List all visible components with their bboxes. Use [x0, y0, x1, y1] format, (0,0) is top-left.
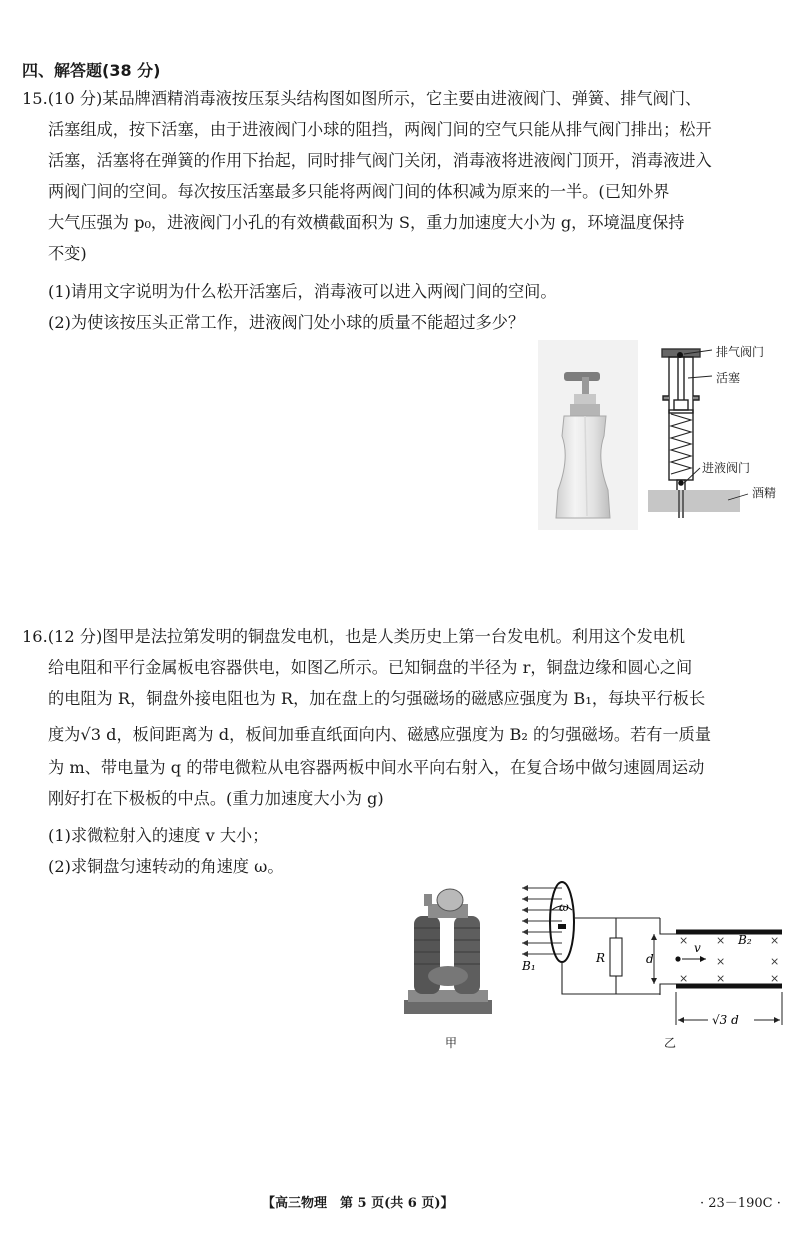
fig-b-caption: 乙 — [664, 1036, 677, 1050]
alcohol-liquid — [648, 490, 740, 512]
b1-label: B₁ — [522, 959, 536, 973]
q16-subquestion-1: (1)求微粒射入的速度 v 大小； — [48, 826, 269, 845]
svg-text:×: × — [716, 972, 726, 985]
q15-line: 两阀门间的空间。每次按压活塞最多只能将两阀门间的体积减为原来的一半。(已知外界 — [48, 182, 670, 201]
page-footer: 【高三物理 第 5 页(共 6 页)】 — [262, 1196, 454, 1211]
b2-label: B₂ — [738, 933, 752, 947]
q16-line: 为 m、带电量为 q 的带电微粒从电容器两板中间水平向右射入，在复合场中做匀速圆周运动 — [48, 758, 705, 777]
velocity-label: v — [694, 941, 701, 955]
resistor — [610, 938, 622, 976]
svg-text:×: × — [770, 972, 780, 985]
q16-line: 给电阻和平行金属板电容器供电，如图乙所示。已知铜盘的半径为 r，铜盘边缘和圆心之间 — [48, 658, 693, 677]
page-code: · 23－190C · — [700, 1196, 781, 1211]
q15-line: 不变) — [48, 244, 87, 263]
label-exhaust-valve: 排气阀门 — [716, 345, 765, 359]
q15-subquestion-1: (1)请用文字说明为什么松开活塞后，消毒液可以进入两阀门间的空间。 — [48, 282, 557, 301]
q16-line: 的电阻为 R，铜盘外接电阻也为 R，加在盘上的匀强磁场的磁感应强度为 B₁，每块平行板长 — [48, 689, 706, 708]
q16-line: 刚好打在下极板的中点。(重力加速度大小为 g) — [48, 789, 384, 808]
q15-line: 大气压强为 p₀，进液阀门小孔的有效横截面积为 S，重力加速度大小为 g，环境温度保持 — [48, 213, 685, 232]
q16-line: 16.(12 分)图甲是法拉第发明的铜盘发电机，也是人类历史上第一台发电机。利用这个发电机 — [22, 627, 686, 646]
b1-arrowheads — [522, 885, 528, 957]
svg-text:×: × — [770, 955, 780, 968]
svg-text:×: × — [679, 934, 689, 947]
resistor-label: R — [596, 951, 606, 965]
label-inlet-valve: 进液阀门 — [702, 461, 751, 475]
svg-text:×: × — [770, 934, 780, 947]
svg-text:×: × — [716, 955, 726, 968]
q16-line: 度为√3 d，板间距离为 d，板间加垂直纸面向内、磁感应强度为 B₂ 的匀强磁场。若有一质量 — [48, 725, 712, 744]
pump-figure — [538, 340, 790, 530]
fig-a-caption: 甲 — [445, 1036, 458, 1050]
charged-particle — [675, 956, 680, 961]
omega-label: ω — [559, 900, 569, 914]
copper-disk-generator-photo — [398, 888, 498, 1028]
circuit-diagram — [516, 880, 788, 1025]
gap-d-label: d — [646, 952, 654, 966]
plate-length-label: √3 d — [712, 1013, 739, 1025]
label-piston: 活塞 — [716, 371, 741, 385]
q15-line: 15.(10 分)某品牌酒精消毒液按压泵头结构图如图所示，它主要由进液阀门、弹簧、排气阀门、 — [22, 89, 702, 108]
q16-subquestion-2: (2)求铜盘匀速转动的角速度 ω。 — [48, 857, 284, 876]
section-heading: 四、解答题(38 分) — [22, 61, 161, 80]
copper-disk — [550, 882, 574, 962]
q15-line: 活塞，活塞将在弹簧的作用下抬起，同时排气阀门关闭，消毒液将进液阀门顶开，消毒液进入 — [48, 151, 712, 170]
q15-subquestion-2: (2)为使该按压头正常工作，进液阀门处小球的质量不能超过多少？ — [48, 313, 525, 332]
svg-text:×: × — [716, 934, 726, 947]
label-alcohol: 酒精 — [752, 486, 777, 500]
q15-line: 活塞组成，按下活塞，由于进液阀门小球的阻挡，两阀门间的空气只能从排气阀门排出；松开 — [48, 120, 712, 139]
svg-text:×: × — [679, 972, 689, 985]
